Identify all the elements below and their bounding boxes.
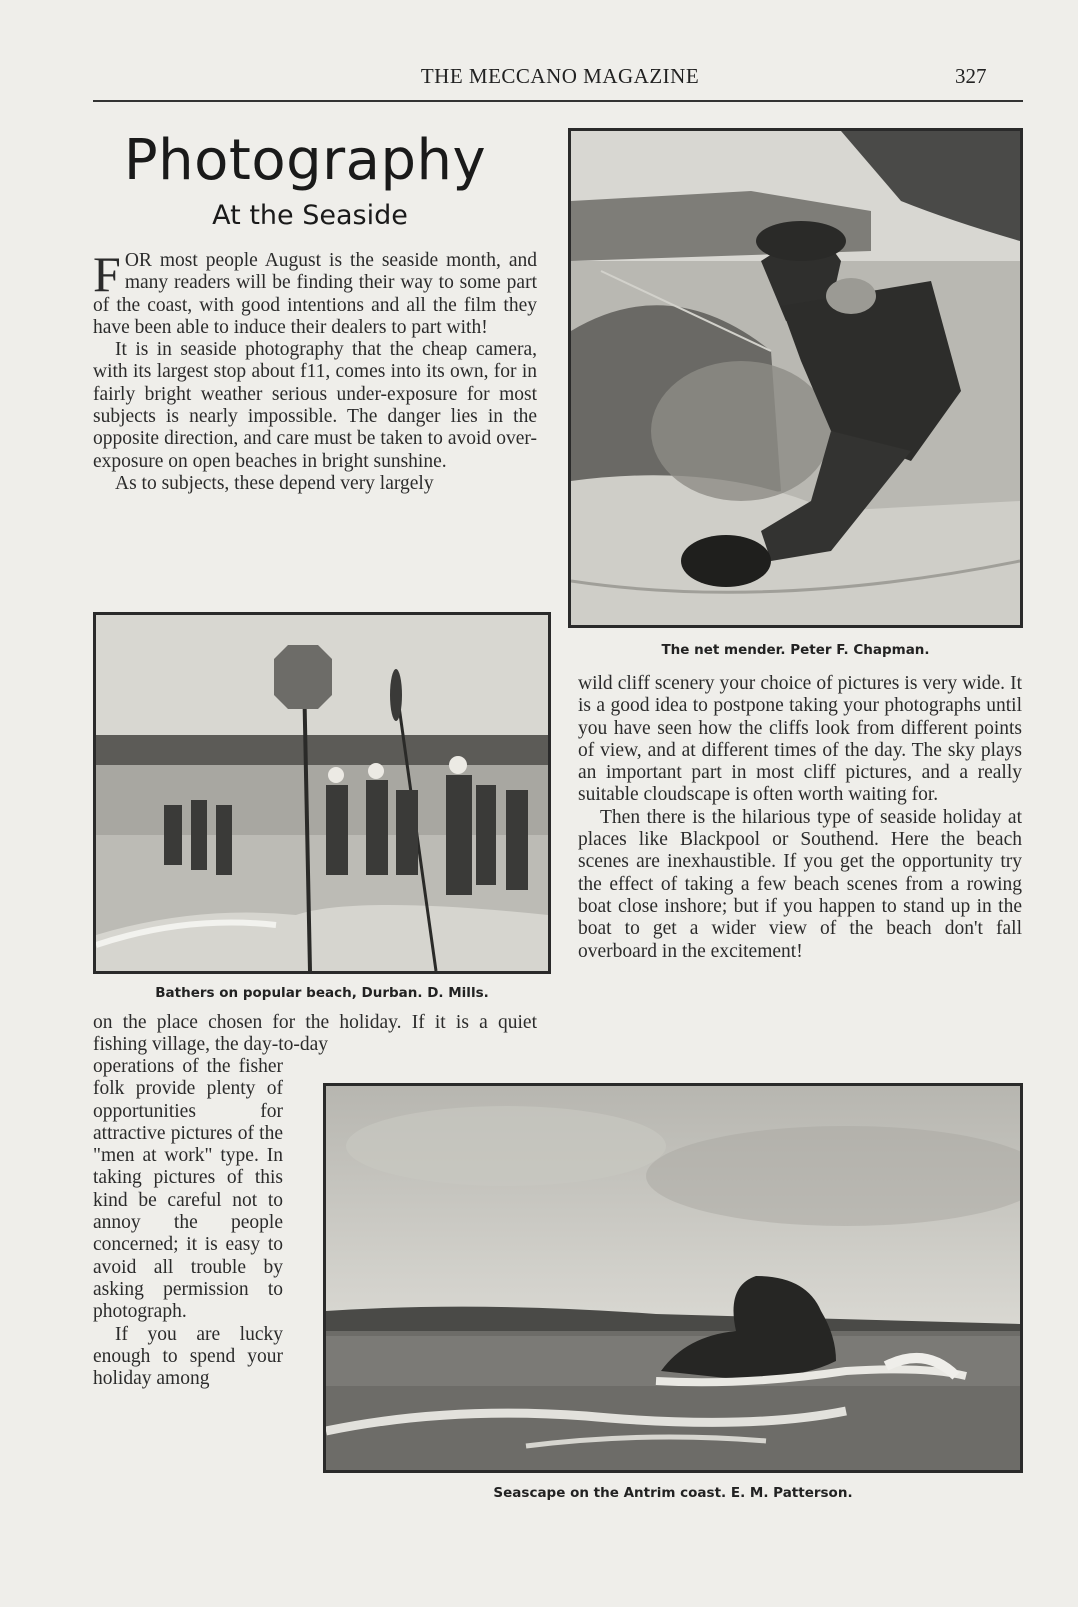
paragraph-place: on the place chosen for the holiday. If it is a quiet fishing village, the day-to-day	[93, 1012, 537, 1056]
article-subtitle: At the Seaside	[212, 200, 408, 231]
magazine-title: THE MECCANO MAGAZINE	[420, 64, 700, 88]
paragraph-fisher-folk: operations of the fisher folk provide plenty of opportunities for attractive pictures of the "men at work" type. In taking pictures of this kind be careful not to annoy the people concerned; it is easy to avoid all trouble by asking permission to photograph.	[93, 1056, 283, 1323]
paragraph-cliffs: wild cliff scenery your choice of pictures is very wide. It is a good idea to postpone taking your photographs until you have seen how the cliffs look from different points of view, and at different times of the day. The sky plays an important part in most cliff pictures, and a really suitable cloudscape is often worth waiting for.	[578, 673, 1022, 806]
seascape-caption: Seascape on the Antrim coast. E. M. Patterson.	[493, 1485, 853, 1501]
beach-photo	[93, 612, 551, 974]
net-mender-caption: The net mender. Peter F. Chapman.	[661, 642, 930, 658]
paragraph-beach-scenes: Then there is the hilarious type of seaside holiday at places like Blackpool or Southend. Here the beach scenes are inexhaustible. If you get the opportunity try the effect of taking a few beach scenes from a rowing boat close inshore; but if you happen to stand up in the boat to get a wider view of the beach don't fall overboard in the excitement!	[578, 806, 1022, 962]
page-number: 327	[955, 64, 987, 88]
paragraph-lucky: If you are lucky enough to spend your holiday among	[93, 1323, 283, 1390]
left-column-bottom	[93, 1012, 537, 1057]
left-narrow-column	[93, 1056, 283, 1390]
net-mender-photo	[568, 128, 1023, 628]
net-mender-image	[571, 131, 1020, 625]
beach-caption: Bathers on popular beach, Durban. D. Mills.	[155, 985, 489, 1001]
left-column-top	[93, 246, 537, 495]
paragraph-intro: OR most people August is the seaside month, and many readers will be finding their way to some part of the coast, with good intentions and all the film they have been able to induce their dealers to part with!	[93, 250, 537, 338]
paragraph-camera: It is in seaside photography that the cheap camera, with its largest stop about f11, comes into its own, for in fairly bright weather serious under-exposure for most subjects is nearly impossible. The danger lies in the opposite direction, and care must be taken to avoid over-exposure on open beaches in bright sunshine.	[93, 339, 537, 472]
right-column	[578, 673, 1022, 963]
beach-image	[96, 615, 548, 971]
drop-cap: F	[93, 246, 121, 302]
header-rule	[93, 100, 1023, 102]
paragraph-subjects: As to subjects, these depend very largely	[115, 472, 434, 494]
seascape-photo	[323, 1083, 1023, 1473]
seascape-image	[326, 1086, 1020, 1470]
article-title: Photography	[123, 128, 487, 193]
